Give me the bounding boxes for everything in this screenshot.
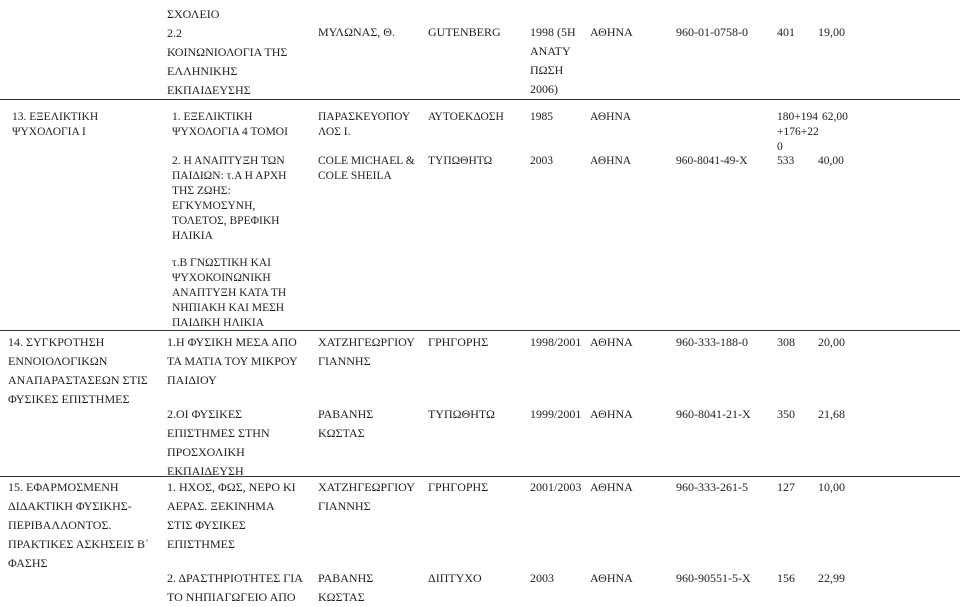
book-pages: 401 <box>777 25 795 39</box>
book-title: 2. Η ΑΝΑΠΤΥΞΗ ΤΩΝ ΠΑΙΔΙΩΝ: τ.Α Η ΑΡΧΗ ΤΗΣ ΖΩΗΣ: ΕΓΚΥΜΟΣΥΝΗ, ΤΟΛΕΤΟΣ, ΒΡΕΦΙΚΗ ΗΛΙΚΙΑ <box>172 155 287 242</box>
book-price: 22,99 <box>818 571 845 585</box>
book-publisher: ΤΥΠΩΘΗΤΩ <box>428 407 495 421</box>
book-pages: 156 <box>777 571 795 585</box>
book-isbn: 960-333-188-0 <box>676 335 748 349</box>
book-city: ΑΘΗΝΑ <box>590 335 633 349</box>
book-publisher: ΓΡΗΓΟΡΗΣ <box>428 480 489 494</box>
book-publisher: ΔΙΠΤΥΧΟ <box>428 571 482 585</box>
book-price: 20,00 <box>818 335 845 349</box>
book-author: ΡΑΒΑΝΗΣ ΚΩΣΤΑΣ <box>318 571 374 604</box>
course-subject: 13. ΕΞΕΛΙΚΤΙΚΗ ΨΥΧΟΛΟΓΙΑ Ι <box>12 111 99 138</box>
book-year: 1998 (5Η ΑΝΑΤΥ ΠΩΣΗ 2006) <box>530 25 576 96</box>
book-isbn: 960-333-261-5 <box>676 480 748 494</box>
book-city: ΑΘΗΝΑ <box>590 111 632 123</box>
book-price: 62,00 <box>822 111 848 123</box>
row-divider <box>0 476 960 477</box>
book-author: COLE MICHAEL & COLE SHEILA <box>318 155 415 182</box>
book-title: ΣΧΟΛΕΙΟ 2.2 ΚΟΙΝΩΝΙΟΛΟΓΙΑ ΤΗΣ ΕΛΛΗΝΙΚΗΣ ΕΚΠΑΙΔΕΥΣΗΣ <box>167 7 288 97</box>
book-isbn: 960-8041-21-Χ <box>676 407 751 421</box>
course-subject: 15. ΕΦΑΡΜΟΣΜΕΝΗ ΔΙΔΑΚΤΙΚΗ ΦΥΣΙΚΗΣ- ΠΕΡΙΒΑΛΛΟΝΤΟΣ. ΠΡΑΚΤΙΚΕΣ ΑΣΚΗΣΕΙΣ Β΄ ΦΑΣΗΣ <box>8 480 149 570</box>
book-publisher: ΤΥΠΩΘΗΤΩ <box>428 155 493 167</box>
book-year: 1999/2001 <box>530 407 582 421</box>
book-year: 2001/2003 <box>530 480 582 494</box>
book-city: ΑΘΗΝΑ <box>590 155 632 167</box>
book-title: 1. ΗΧΟΣ, ΦΩΣ, ΝΕΡΟ ΚΙ ΑΕΡΑΣ. ΞΕΚΙΝΗΜΑ ΣΤΙΣ ΦΥΣΙΚΕΣ ΕΠΙΣΤΗΜΕΣ <box>167 480 296 551</box>
book-price: 40,00 <box>818 155 844 167</box>
book-publisher: ΑΥΤΟΕΚΔΟΣΗ <box>428 111 504 123</box>
book-publisher: ΓΡΗΓΟΡΗΣ <box>428 335 489 349</box>
book-title: 2.ΟΙ ΦΥΣΙΚΕΣ ΕΠΙΣΤΗΜΕΣ ΣΤΗΝ ΠΡΟΣΧΟΛΙΚΗ ΕΚΠΑΙΔΕΥΣΗ <box>167 407 270 478</box>
row-divider <box>0 330 960 331</box>
row-divider <box>0 99 960 100</box>
book-year: 1998/2001 <box>530 335 582 349</box>
book-city: ΑΘΗΝΑ <box>590 407 633 421</box>
book-author: ΧΑΤΖΗΓΕΩΡΓΙΟΥ ΓΙΑΝΝΗΣ <box>318 480 415 513</box>
book-city: ΑΘΗΝΑ <box>590 571 633 585</box>
book-isbn: 960-01-0758-0 <box>676 25 748 39</box>
book-title: 2. ΔΡΑΣΤΗΡΙΟΤΗΤΕΣ ΓΙΑ ΤΟ ΝΗΠΙΑΓΩΓΕΙΟ ΑΠΟ <box>167 571 303 604</box>
book-pages: 350 <box>777 407 795 421</box>
book-year: 1985 <box>530 111 553 123</box>
book-title: 1. ΕΞΕΛΙΚΤΙΚΗ ΨΥΧΟΛΟΓΙΑ 4 ΤΟΜΟΙ <box>172 111 288 138</box>
book-publisher: GUTENBERG <box>428 25 501 39</box>
book-author: ΠΑΡΑΣΚΕΥΟΠΟΥ ΛΟΣ Ι. <box>318 111 411 138</box>
book-price: 10,00 <box>818 480 845 494</box>
book-pages: 533 <box>777 155 795 167</box>
book-author: ΧΑΤΖΗΓΕΩΡΓΙΟΥ ΓΙΑΝΝΗΣ <box>318 335 415 368</box>
book-city: ΑΘΗΝΑ <box>590 25 633 39</box>
book-price: 19,00 <box>818 25 845 39</box>
book-pages: 127 <box>777 480 795 494</box>
book-author: ΜΥΛΩΝΑΣ, Θ. <box>318 25 395 39</box>
book-isbn: 960-8041-49-Χ <box>676 155 748 167</box>
book-year: 2003 <box>530 155 553 167</box>
book-pages: 180+194 +176+22 0 <box>777 111 819 153</box>
course-subject: 14. ΣΥΓΚΡΟΤΗΣΗ ΕΝΝΟΙΟΛΟΓΙΚΩΝ ΑΝΑΠΑΡΑΣΤΑΣΕΩΝ ΣΤΙΣ ΦΥΣΙΚΕΣ ΕΠΙΣΤΗΜΕΣ <box>8 335 148 406</box>
book-city: ΑΘΗΝΑ <box>590 480 633 494</box>
book-price: 21,68 <box>818 407 845 421</box>
book-title: 1.Η ΦΥΣΙΚΗ ΜΕΣΑ ΑΠΟ ΤΑ ΜΑΤΙΑ ΤΟΥ ΜΙΚΡΟΥ ΠΑΙΔΙΟΥ <box>167 335 298 387</box>
book-author: ΡΑΒΑΝΗΣ ΚΩΣΤΑΣ <box>318 407 374 440</box>
book-title: τ.Β ΓΝΩΣΤΙΚΗ ΚΑΙ ΨΥΧΟΚΟΙΝΩΝΙΚΗ ΑΝΑΠΤΥΞΗ ΚΑΤΑ ΤΗ ΝΗΠΙΑΚΗ ΚΑΙ ΜΕΣΗ ΠΑΙΔΙΚΗ ΗΛΙΚΙΑ <box>172 257 287 329</box>
book-isbn: 960-90551-5-Χ <box>676 571 751 585</box>
book-year: 2003 <box>530 571 554 585</box>
book-pages: 308 <box>777 335 795 349</box>
